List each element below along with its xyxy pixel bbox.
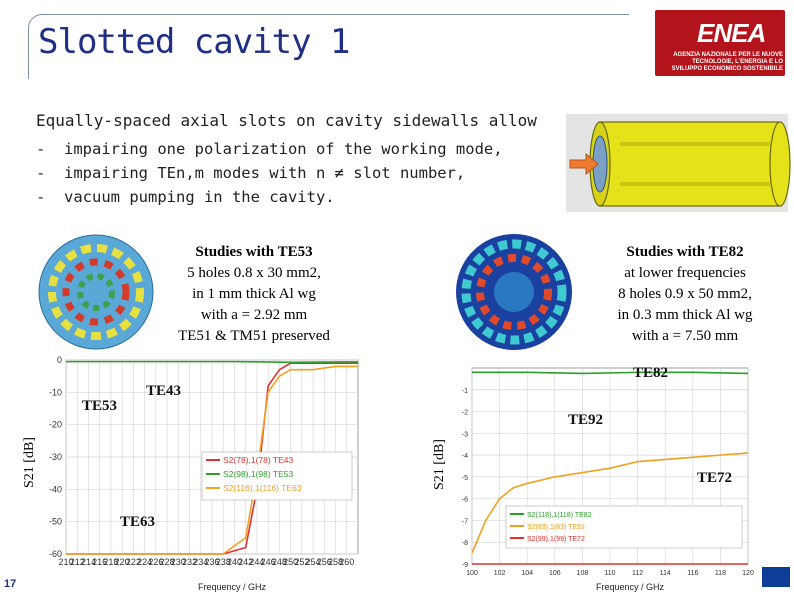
x-tick-label: 248 — [271, 557, 287, 567]
x-tick-label: 108 — [576, 570, 589, 577]
x-tick-label: 222 — [125, 557, 141, 567]
x-tick-label: 232 — [182, 557, 198, 567]
y-tick-label: -60 — [48, 549, 62, 559]
x-tick-label: 256 — [316, 557, 332, 567]
slotted-cavity-illustration — [560, 112, 792, 216]
logo-mark: ENEA — [697, 18, 766, 48]
right-study-heading: Studies with TE82 — [626, 244, 744, 260]
legend-label: S2(78),1(78) TE43 — [223, 455, 294, 465]
x-tick-label: 210 — [58, 557, 74, 567]
x-tick-label: 254 — [305, 557, 321, 567]
x-tick-label: 220 — [114, 557, 130, 567]
bullet-item: - impairing one polarization of the working mode, — [36, 140, 503, 158]
cavity-body — [600, 122, 780, 206]
x-tick-label: 104 — [521, 570, 534, 577]
x-tick-label: 110 — [604, 570, 616, 577]
x-tick-label: 260 — [339, 557, 355, 567]
y-tick-label: 0 — [56, 355, 62, 365]
y-tick-label: -1 — [461, 387, 468, 395]
legend-label: S2(116),1(116) TE63 — [223, 483, 302, 493]
x-tick-label: 102 — [493, 570, 506, 577]
slide-title: Slotted cavity 1 — [38, 22, 350, 62]
y-tick-label: -9 — [461, 562, 468, 569]
te82-annotation: TE82 — [633, 365, 669, 381]
title-bar — [0, 0, 794, 84]
right-y-axis-label: S21 [dB] — [432, 439, 447, 490]
x-tick-label: 230 — [170, 557, 186, 567]
left-y-axis-label: S21 [dB] — [22, 437, 37, 488]
x-tick-label: 224 — [137, 557, 153, 567]
x-tick-label: 240 — [226, 557, 242, 567]
x-tick-label: 258 — [328, 557, 344, 567]
left-s21-chart — [36, 352, 374, 594]
series-line — [66, 362, 358, 363]
field-core — [494, 272, 534, 312]
x-tick-label: 116 — [687, 570, 699, 577]
x-tick-label: 112 — [632, 570, 644, 577]
x-tick-label: 252 — [294, 557, 310, 567]
x-tick-label: 212 — [69, 557, 85, 567]
x-tick-label: 100 — [466, 570, 478, 577]
left-study-text — [160, 242, 348, 347]
cavity-end — [770, 122, 790, 206]
x-tick-label: 236 — [204, 557, 220, 567]
y-tick-label: -40 — [48, 484, 62, 495]
y-tick-label: -4 — [461, 453, 468, 461]
right-study-line: 8 holes 0.9 x 50 mm2, — [618, 286, 752, 302]
legend-label: S2(98),1(98) TE53 — [223, 469, 294, 479]
x-tick-label: 114 — [659, 570, 671, 577]
bullet-list — [36, 137, 503, 209]
y-tick-label: -3 — [461, 431, 468, 439]
bullet-item: - impairing TEn,m modes with n ≠ slot number, — [36, 164, 466, 182]
te72-annotation: TE72 — [697, 470, 733, 486]
te63-annotation: TE63 — [120, 514, 156, 530]
y-tick-label: -10 — [48, 387, 62, 398]
left-study-heading: Studies with TE53 — [195, 244, 313, 260]
right-study-line: in 0.3 mm thick Al wg — [617, 307, 753, 323]
right-study-text — [590, 242, 780, 347]
x-tick-label: 118 — [714, 570, 726, 577]
te43-annotation: TE43 — [146, 383, 182, 399]
slot-line — [620, 142, 770, 146]
y-tick-label: -50 — [48, 516, 62, 527]
x-tick-label: 214 — [80, 557, 96, 567]
bullet-item: - vacuum pumping in the cavity. — [36, 188, 335, 206]
left-study-line: with a = 2.92 mm — [200, 307, 308, 323]
page-number: 17 — [4, 578, 17, 590]
x-tick-label: 250 — [283, 557, 299, 567]
x-tick-label: 242 — [238, 557, 254, 567]
legend-label: S2(99),1(99) TE72 — [527, 536, 585, 543]
right-study-line: with a = 7.50 mm — [631, 328, 739, 344]
y-tick-label: -7 — [461, 518, 468, 526]
x-axis-label: Frequency / GHz — [595, 582, 665, 592]
left-study-line: TE51 & TM51 preserved — [178, 328, 330, 344]
y-tick-label: -6 — [461, 496, 468, 504]
te53-annotation: TE53 — [82, 398, 118, 414]
y-tick-label: -8 — [461, 540, 468, 548]
x-tick-label: 234 — [193, 557, 209, 567]
x-axis-label: Frequency / GHz — [197, 582, 267, 592]
left-study-line: in 1 mm thick Al wg — [192, 286, 316, 302]
x-tick-label: 244 — [249, 557, 265, 567]
x-tick-label: 226 — [148, 557, 164, 567]
te92-annotation: TE92 — [568, 412, 604, 428]
legend-label: S2(83),1(83) TE92 — [527, 524, 585, 531]
x-tick-label: 120 — [742, 570, 754, 577]
y-tick-label: -20 — [48, 419, 62, 430]
x-tick-label: 238 — [215, 557, 231, 567]
x-tick-label: 218 — [103, 557, 119, 567]
y-tick-label: -5 — [461, 474, 468, 482]
left-study-line: 5 holes 0.8 x 30 mm2, — [187, 265, 321, 281]
slot-line — [620, 182, 770, 186]
te82-field-pattern — [450, 232, 580, 352]
right-study-line: at lower frequencies — [624, 265, 746, 281]
intro-text: Equally-spaced axial slots on cavity sidewalls allow — [36, 111, 537, 130]
field-disc — [39, 235, 153, 349]
y-tick-label: -2 — [461, 409, 468, 417]
x-tick-label: 246 — [260, 557, 276, 567]
y-tick-label: -30 — [48, 452, 62, 462]
logo-subtitle: AGENZIA NAZIONALE PER LE NUOVE TECNOLOGIE, L'ENERGIA E LO SVILUPPO ECONOMICO SOSTENIBILE — [671, 52, 783, 72]
x-tick-label: 216 — [92, 557, 108, 567]
enea-logo — [655, 10, 785, 76]
eu-flag-icon — [762, 567, 790, 587]
legend-label: S2(118),1(118) TE82 — [527, 512, 592, 519]
te53-field-pattern — [36, 232, 156, 352]
x-tick-label: 228 — [159, 557, 175, 567]
x-tick-label: 106 — [548, 570, 561, 577]
